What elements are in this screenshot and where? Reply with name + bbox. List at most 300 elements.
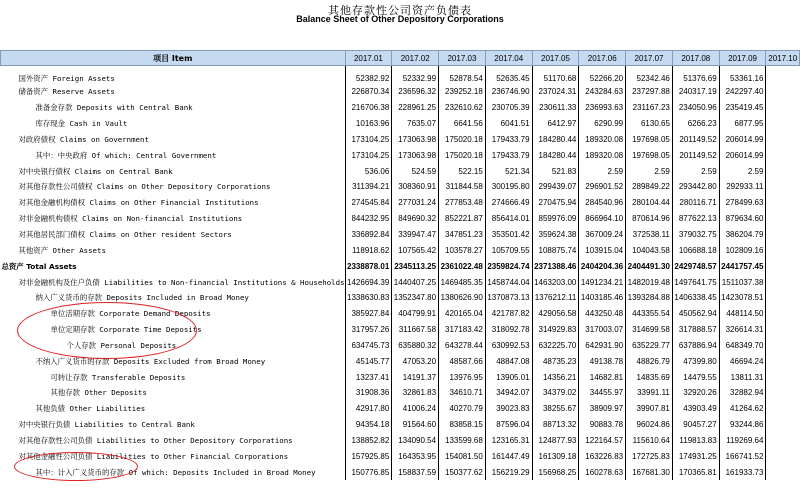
cell-value: 859976.09: [532, 211, 579, 227]
cell-value: 296901.52: [579, 179, 626, 195]
cell-value: 2338878.01: [345, 258, 392, 274]
cell-value: 242297.40: [719, 84, 766, 100]
cell-value: 1376212.11: [532, 290, 579, 306]
cell-value: 277031.24: [392, 195, 439, 211]
cell-value: 13237.41: [345, 369, 392, 385]
row-label: 其中：计入广义货币的存款 Of which: Deposits Included in Broad Money: [35, 467, 316, 477]
cell-value: 239252.18: [439, 84, 486, 100]
cell-value: 372538.11: [626, 227, 673, 243]
row-label: 对中央银行债权 Claims on Central Bank: [18, 166, 173, 176]
cell-value: [766, 195, 800, 211]
cell-value: 34455.97: [579, 385, 626, 401]
cell-value: 379032.75: [672, 227, 719, 243]
table-row: [1, 401, 800, 417]
cell-value: [766, 84, 800, 100]
cell-value: [766, 211, 800, 227]
cell-value: 14356.21: [532, 369, 579, 385]
cell-value: 39907.81: [626, 401, 673, 417]
cell-value: 51170.68: [532, 66, 579, 85]
cell-value: 317003.07: [579, 322, 626, 338]
cell-value: 106688.18: [672, 242, 719, 258]
cell-value: 173104.25: [345, 132, 392, 148]
cell-value: 189320.08: [579, 147, 626, 163]
cell-value: 240317.19: [672, 84, 719, 100]
cell-value: 52382.92: [345, 66, 392, 85]
table-title-en: Balance Sheet of Other Depository Corporations: [296, 14, 504, 24]
cell-value: [766, 433, 800, 449]
cell-value: 108875.74: [532, 242, 579, 258]
cell-value: 46694.24: [719, 353, 766, 369]
cell-value: 404799.91: [392, 306, 439, 322]
cell-value: 1511037.38: [719, 274, 766, 290]
cell-value: 32861.83: [392, 385, 439, 401]
cell-value: 226870.34: [345, 84, 392, 100]
cell-value: 48826.79: [626, 353, 673, 369]
cell-value: 237297.88: [626, 84, 673, 100]
table-row: [1, 179, 800, 195]
cell-value: 1497641.75: [672, 274, 719, 290]
cell-value: 2359824.74: [485, 258, 532, 274]
row-label: 对其他金融性公司负债 Liabilities to Other Financial Corporations: [18, 451, 289, 461]
cell-value: 166741.52: [719, 448, 766, 464]
cell-value: 154081.50: [439, 448, 486, 464]
cell-value: 102809.16: [719, 242, 766, 258]
cell-value: 93244.86: [719, 417, 766, 433]
cell-value: 270475.94: [532, 195, 579, 211]
cell-value: 856414.01: [485, 211, 532, 227]
cell-value: 122164.57: [579, 433, 626, 449]
cell-value: 420165.04: [439, 306, 486, 322]
table-title-cn: 其他存款性公司资产负债表: [328, 4, 472, 17]
cell-value: 206014.99: [719, 132, 766, 148]
header-month: 2017.07: [626, 51, 673, 66]
cell-value: 359624.38: [532, 227, 579, 243]
cell-value: 642931.90: [579, 338, 626, 354]
header-month: 2017.04: [485, 51, 532, 66]
cell-value: 521.83: [532, 163, 579, 179]
cell-value: 6412.97: [532, 116, 579, 132]
cell-value: 237024.31: [532, 84, 579, 100]
table-row: [1, 147, 800, 163]
table-row: [1, 258, 800, 274]
cell-value: 119813.83: [672, 433, 719, 449]
cell-value: [766, 147, 800, 163]
table-row: [1, 448, 800, 464]
cell-value: 2361022.48: [439, 258, 486, 274]
cell-value: 429056.58: [532, 306, 579, 322]
cell-value: 1403185.46: [579, 290, 626, 306]
cell-value: 879634.60: [719, 211, 766, 227]
cell-value: 173063.98: [392, 132, 439, 148]
cell-value: 2404491.30: [626, 258, 673, 274]
cell-value: 39023.83: [485, 401, 532, 417]
cell-value: 161447.49: [485, 448, 532, 464]
cell-value: 103915.04: [579, 242, 626, 258]
cell-value: 2441757.45: [719, 258, 766, 274]
cell-value: 163226.83: [579, 448, 626, 464]
cell-value: 32920.26: [672, 385, 719, 401]
cell-value: 367009.24: [579, 227, 626, 243]
table-row: [1, 211, 800, 227]
cell-value: 31908.36: [345, 385, 392, 401]
cell-value: 10163.96: [345, 116, 392, 132]
table-row: [1, 338, 800, 354]
cell-value: 107565.42: [392, 242, 439, 258]
table-row: [1, 242, 800, 258]
cell-value: 2.59: [672, 163, 719, 179]
cell-value: 443355.54: [626, 306, 673, 322]
row-label: 单位活期存款 Corporate Demand Deposits: [50, 309, 211, 319]
row-label: 对中央银行负债 Liabilities to Central Bank: [18, 420, 195, 430]
cell-value: 353501.42: [485, 227, 532, 243]
cell-value: 421787.82: [485, 306, 532, 322]
cell-value: 134090.54: [392, 433, 439, 449]
cell-value: [766, 163, 800, 179]
cell-value: 235419.45: [719, 100, 766, 116]
cell-value: 339947.47: [392, 227, 439, 243]
cell-value: 6877.95: [719, 116, 766, 132]
cell-value: 48587.66: [439, 353, 486, 369]
cell-value: 157925.85: [345, 448, 392, 464]
cell-value: 293442.80: [672, 179, 719, 195]
cell-value: 49138.78: [579, 353, 626, 369]
cell-value: 243284.63: [579, 84, 626, 100]
cell-value: 230611.33: [532, 100, 579, 116]
header-month: 2017.05: [532, 51, 579, 66]
cell-value: 284540.96: [579, 195, 626, 211]
row-label: 对其他存款性公司债权 Claims on Other Depository Corporations: [18, 182, 271, 192]
table-row: [1, 353, 800, 369]
header-month: 2017.10: [766, 51, 800, 66]
cell-value: [766, 353, 800, 369]
cell-value: 231167.23: [626, 100, 673, 116]
cell-value: [766, 306, 800, 322]
cell-value: 156968.25: [532, 464, 579, 480]
cell-value: 521.34: [485, 163, 532, 179]
cell-value: 274666.49: [485, 195, 532, 211]
cell-value: 522.15: [439, 163, 486, 179]
cell-value: 230705.39: [485, 100, 532, 116]
cell-value: 536.06: [345, 163, 392, 179]
cell-value: 300195.80: [485, 179, 532, 195]
row-label: 其中：中央政府 Of which: Central Government: [35, 150, 217, 160]
cell-value: 133599.68: [439, 433, 486, 449]
cell-value: 311394.21: [345, 179, 392, 195]
row-label: 不纳入广义货币的存款 Deposits Excluded from Broad Money: [35, 356, 266, 366]
cell-value: 228961.25: [392, 100, 439, 116]
cell-value: 173063.98: [392, 147, 439, 163]
cell-value: 14479.55: [672, 369, 719, 385]
cell-value: 197698.05: [626, 132, 673, 148]
row-label: 个人存款 Personal Deposits: [66, 340, 177, 350]
cell-value: 299439.07: [532, 179, 579, 195]
table-row: [1, 306, 800, 322]
cell-value: 201149.52: [672, 147, 719, 163]
cell-value: [766, 274, 800, 290]
cell-value: 52342.46: [626, 66, 673, 85]
cell-value: 172725.83: [626, 448, 673, 464]
cell-value: 48847.08: [485, 353, 532, 369]
row-label: 其他存款 Other Deposits: [50, 388, 147, 398]
cell-value: 1380626.90: [439, 290, 486, 306]
cell-value: 632225.70: [532, 338, 579, 354]
cell-value: [766, 258, 800, 274]
cell-value: 2345113.25: [392, 258, 439, 274]
cell-value: 184280.44: [532, 147, 579, 163]
cell-value: 83858.15: [439, 417, 486, 433]
cell-value: 124877.93: [532, 433, 579, 449]
cell-value: 278499.63: [719, 195, 766, 211]
row-label: 对政府债权 Claims on Government: [18, 134, 149, 144]
cell-value: 1469485.35: [439, 274, 486, 290]
cell-value: 637886.94: [672, 338, 719, 354]
cell-value: 189320.08: [579, 132, 626, 148]
cell-value: 6130.65: [626, 116, 673, 132]
cell-value: 6290.99: [579, 116, 626, 132]
cell-value: 174931.25: [672, 448, 719, 464]
cell-value: 47399.80: [672, 353, 719, 369]
row-label: 单位定期存款 Corporate Time Deposits: [50, 325, 202, 335]
cell-value: 635880.32: [392, 338, 439, 354]
cell-value: 13905.01: [485, 369, 532, 385]
cell-value: 45145.77: [345, 353, 392, 369]
cell-value: 274545.84: [345, 195, 392, 211]
cell-value: 14835.69: [626, 369, 673, 385]
cell-value: 105709.55: [485, 242, 532, 258]
cell-value: 51376.69: [672, 66, 719, 85]
cell-value: 184280.44: [532, 132, 579, 148]
cell-value: 161933.73: [719, 464, 766, 480]
header-item: 项目 Item: [1, 51, 346, 66]
cell-value: [766, 227, 800, 243]
table-row: [1, 290, 800, 306]
row-label: 储备资产 Reserve Assets: [18, 87, 115, 97]
cell-value: 630992.53: [485, 338, 532, 354]
cell-value: 34379.02: [532, 385, 579, 401]
cell-value: 41264.62: [719, 401, 766, 417]
row-label: 可转让存款 Transferable Deposits: [50, 372, 186, 382]
cell-value: 175020.18: [439, 147, 486, 163]
cell-value: 648349.70: [719, 338, 766, 354]
cell-value: 156219.29: [485, 464, 532, 480]
cell-value: 179433.79: [485, 147, 532, 163]
cell-value: 53361.16: [719, 66, 766, 85]
cell-value: 292933.11: [719, 179, 766, 195]
row-label: 库存现金 Cash in Vault: [35, 119, 128, 129]
cell-value: 91564.60: [392, 417, 439, 433]
cell-value: 34610.71: [439, 385, 486, 401]
cell-value: 311667.58: [392, 322, 439, 338]
balance-sheet-table: [0, 50, 800, 480]
cell-value: 1370873.13: [485, 290, 532, 306]
cell-value: [766, 401, 800, 417]
cell-value: 2.59: [719, 163, 766, 179]
cell-value: 1463203.00: [532, 274, 579, 290]
row-label: 对非金融机构及住户负债 Liabilities to Non-financial Institutions & Households: [18, 277, 345, 287]
cell-value: 2404204.36: [579, 258, 626, 274]
cell-value: 2.59: [626, 163, 673, 179]
cell-value: 13811.31: [719, 369, 766, 385]
cell-value: [766, 66, 800, 85]
cell-value: 161309.18: [532, 448, 579, 464]
cell-value: 150776.85: [345, 464, 392, 480]
cell-value: 2.59: [579, 163, 626, 179]
header-month: 2017.06: [579, 51, 626, 66]
row-label: 纳入广义货币的存款 Deposits Included in Broad Money: [35, 293, 249, 303]
table-row: [1, 385, 800, 401]
cell-value: 6641.56: [439, 116, 486, 132]
row-label: 对其他金融机构债权 Claims on Other Financial Institutions: [18, 198, 259, 208]
cell-value: 13976.95: [439, 369, 486, 385]
cell-value: 118918.62: [345, 242, 392, 258]
cell-value: 7635.07: [392, 116, 439, 132]
cell-value: 33991.11: [626, 385, 673, 401]
cell-value: 1352347.80: [392, 290, 439, 306]
cell-value: 1482019.48: [626, 274, 673, 290]
cell-value: 47053.20: [392, 353, 439, 369]
cell-value: 38255.67: [532, 401, 579, 417]
cell-value: 634745.73: [345, 338, 392, 354]
cell-value: 197698.05: [626, 147, 673, 163]
cell-value: [766, 179, 800, 195]
cell-value: 386204.79: [719, 227, 766, 243]
cell-value: 2371388.46: [532, 258, 579, 274]
table-body: [1, 66, 800, 481]
cell-value: 150377.62: [439, 464, 486, 480]
cell-value: 1426694.39: [345, 274, 392, 290]
cell-value: 88713.32: [532, 417, 579, 433]
cell-value: 90883.78: [579, 417, 626, 433]
cell-value: 160278.63: [579, 464, 626, 480]
header-month: 2017.09: [719, 51, 766, 66]
cell-value: 236746.90: [485, 84, 532, 100]
cell-value: 317957.26: [345, 322, 392, 338]
cell-value: 318092.78: [485, 322, 532, 338]
header-month: 2017.01: [345, 51, 392, 66]
cell-value: 524.59: [392, 163, 439, 179]
cell-value: 42917.80: [345, 401, 392, 417]
cell-value: 115610.64: [626, 433, 673, 449]
cell-value: 1423078.51: [719, 290, 766, 306]
cell-value: [766, 290, 800, 306]
header-month: 2017.02: [392, 51, 439, 66]
cell-value: 317183.42: [439, 322, 486, 338]
cell-value: 385927.84: [345, 306, 392, 322]
cell-value: 96024.86: [626, 417, 673, 433]
cell-value: 347851.23: [439, 227, 486, 243]
cell-value: 314699.58: [626, 322, 673, 338]
cell-value: 94354.18: [345, 417, 392, 433]
cell-value: 1491234.21: [579, 274, 626, 290]
cell-value: 336892.84: [345, 227, 392, 243]
row-label: 对其他存款性公司负债 Liabilities to Other Depository Corporations: [18, 435, 293, 445]
cell-value: 277853.48: [439, 195, 486, 211]
cell-value: 280104.44: [626, 195, 673, 211]
cell-value: 32882.94: [719, 385, 766, 401]
cell-value: 232610.62: [439, 100, 486, 116]
cell-value: 443250.48: [579, 306, 626, 322]
cell-value: 1338630.83: [345, 290, 392, 306]
cell-value: [766, 322, 800, 338]
cell-value: 158837.59: [392, 464, 439, 480]
cell-value: 216706.38: [345, 100, 392, 116]
cell-value: 844232.95: [345, 211, 392, 227]
table-row: [1, 322, 800, 338]
cell-value: 643278.44: [439, 338, 486, 354]
cell-value: [766, 464, 800, 480]
cell-value: 90457.27: [672, 417, 719, 433]
cell-value: 41006.24: [392, 401, 439, 417]
table-row: [1, 116, 800, 132]
cell-value: 206014.99: [719, 147, 766, 163]
row-label: 其他负债 Other Liabilities: [35, 404, 146, 414]
cell-value: [766, 338, 800, 354]
table-row: [1, 100, 800, 116]
cell-value: 175020.18: [439, 132, 486, 148]
cell-value: 289849.22: [626, 179, 673, 195]
cell-value: 308360.91: [392, 179, 439, 195]
cell-value: 52332.99: [392, 66, 439, 85]
cell-value: 173104.25: [345, 147, 392, 163]
table-row: [1, 84, 800, 100]
row-label: 其他资产 Other Assets: [18, 245, 106, 255]
cell-value: 877622.13: [672, 211, 719, 227]
row-label: 国外资产 Foreign Assets: [18, 73, 115, 83]
table-row: [1, 464, 800, 480]
cell-value: 164353.95: [392, 448, 439, 464]
cell-value: 314929.83: [532, 322, 579, 338]
cell-value: 103578.27: [439, 242, 486, 258]
table-row: [1, 132, 800, 148]
cell-value: 48735.23: [532, 353, 579, 369]
cell-value: 170365.81: [672, 464, 719, 480]
row-label: 对非金融机构债权 Claims on Non-financial Institutions: [18, 214, 243, 224]
table-row: [1, 274, 800, 290]
row-label: 准备金存款 Deposits with Central Bank: [35, 103, 193, 113]
row-label: 对其他居民部门债权 Claims on Other resident Sectors: [18, 230, 232, 240]
cell-value: 52878.54: [439, 66, 486, 85]
cell-value: [766, 369, 800, 385]
cell-value: 236993.63: [579, 100, 626, 116]
cell-value: 119269.64: [719, 433, 766, 449]
cell-value: 167681.30: [626, 464, 673, 480]
cell-value: 234050.96: [672, 100, 719, 116]
cell-value: 1458744.04: [485, 274, 532, 290]
cell-value: 34942.07: [485, 385, 532, 401]
cell-value: 87596.04: [485, 417, 532, 433]
cell-value: [766, 116, 800, 132]
table-row: [1, 163, 800, 179]
cell-value: 201149.52: [672, 132, 719, 148]
cell-value: 317888.57: [672, 322, 719, 338]
table-row: [1, 433, 800, 449]
cell-value: 38909.97: [579, 401, 626, 417]
table-row: [1, 417, 800, 433]
cell-value: 852221.87: [439, 211, 486, 227]
cell-value: 326614.31: [719, 322, 766, 338]
cell-value: 138852.82: [345, 433, 392, 449]
table-row: [1, 195, 800, 211]
cell-value: [766, 448, 800, 464]
cell-value: 866964.10: [579, 211, 626, 227]
cell-value: [766, 385, 800, 401]
cell-value: 1406338.45: [672, 290, 719, 306]
cell-value: 635229.77: [626, 338, 673, 354]
cell-value: 14191.37: [392, 369, 439, 385]
cell-value: 123165.31: [485, 433, 532, 449]
cell-value: [766, 132, 800, 148]
cell-value: 179433.79: [485, 132, 532, 148]
